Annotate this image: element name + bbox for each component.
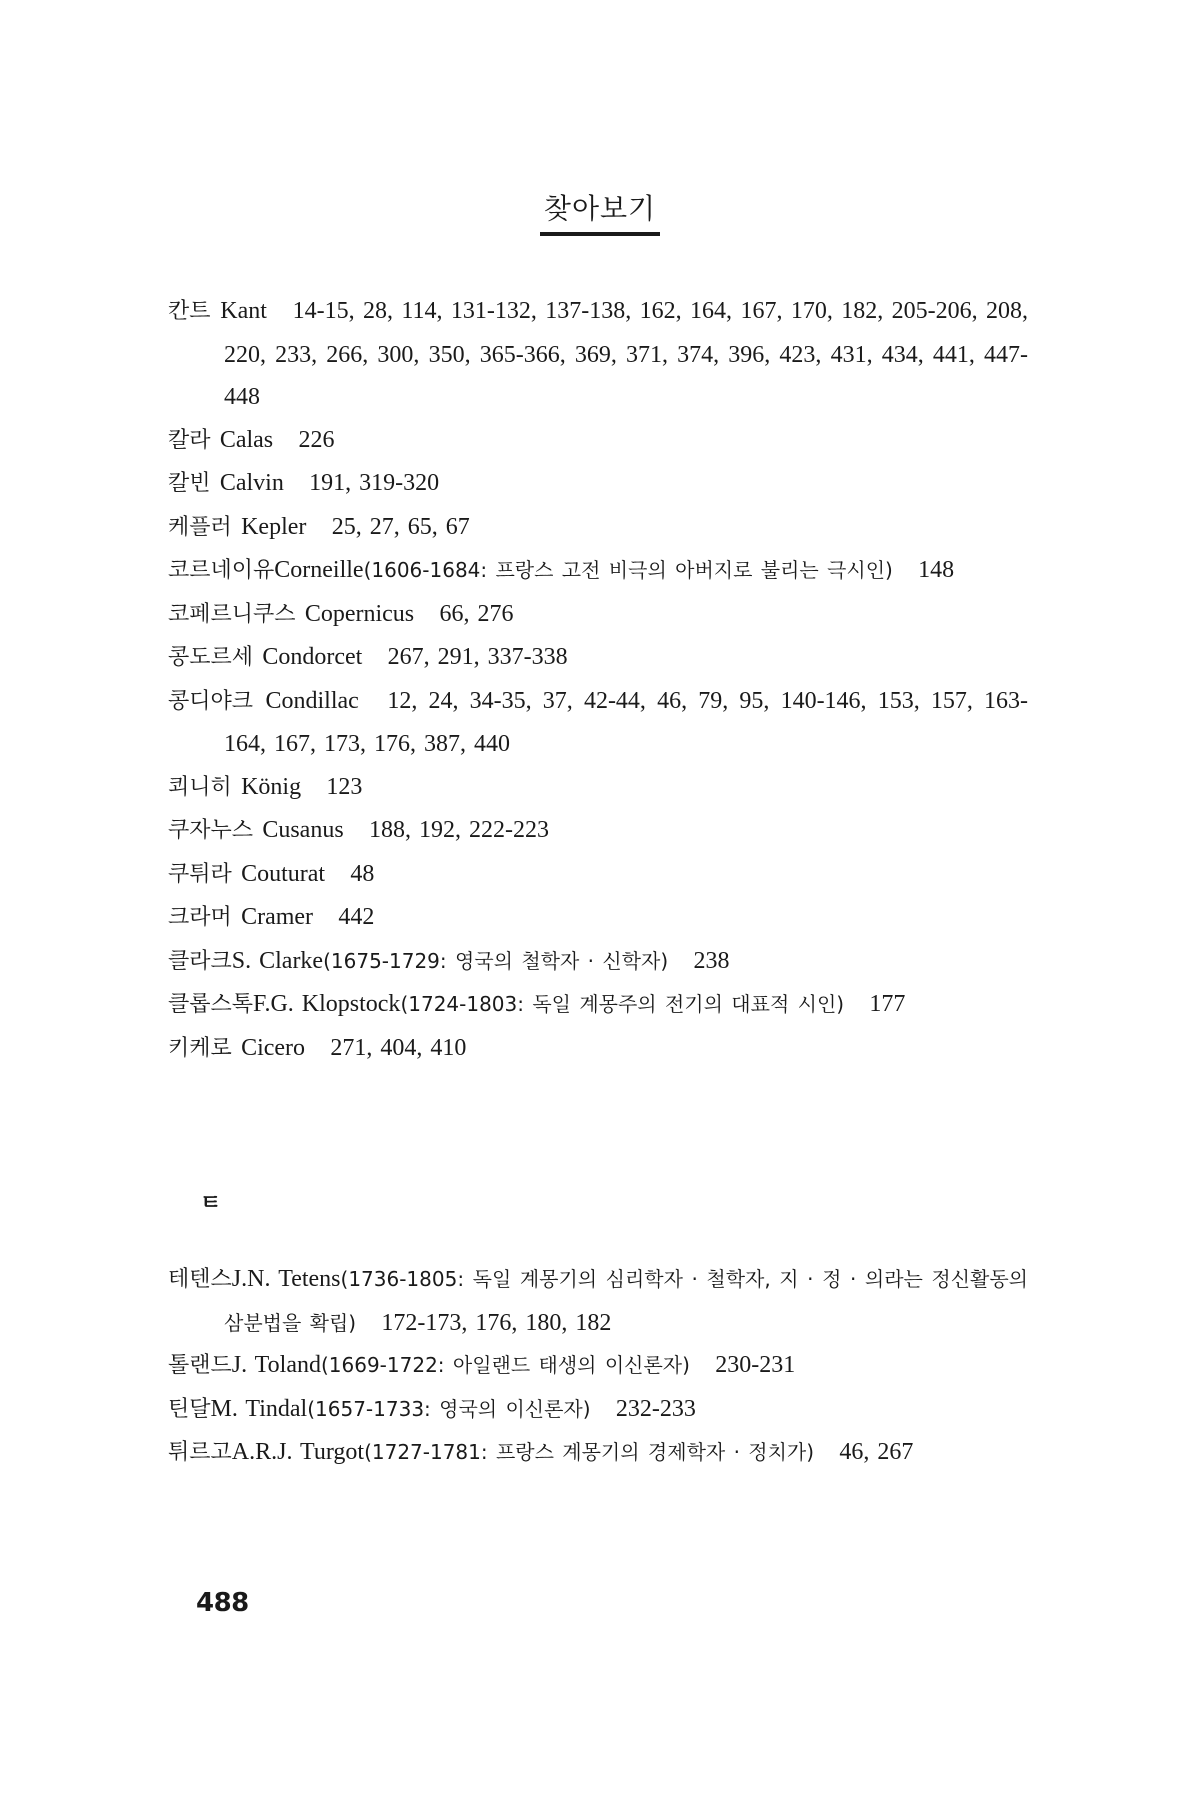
index-entry <box>168 462 1028 506</box>
entry-pages: 442 <box>338 904 375 930</box>
entry-korean-name: 클라크 <box>168 948 232 974</box>
entry-pages: 271, 404, 410 <box>330 1034 467 1061</box>
entry-pages: 232-233 <box>615 1395 696 1422</box>
entry-original-name: M. Tindal <box>210 1395 308 1422</box>
entry-original-name: F.G. Klopstock <box>253 991 401 1017</box>
index-entry <box>168 506 1028 550</box>
section-letter-heading: ㅌ <box>200 1191 222 1216</box>
entry-korean-name: 쿠자누스 <box>168 818 254 843</box>
entry-korean-name: 칼라 <box>168 427 211 453</box>
index-entry <box>168 853 1028 897</box>
entry-korean-name: 칸트 <box>168 299 211 324</box>
entry-pages: 188, 192, 222-223 <box>368 817 549 843</box>
entry-korean-name: 콩디야크 <box>168 688 254 714</box>
entry-pages: 226 <box>298 426 335 453</box>
entry-original-name: Cramer <box>241 904 314 930</box>
entry-pages: 172-173, 176, 180, 182 <box>381 1309 612 1336</box>
index-entry <box>168 896 1028 940</box>
entry-korean-name: 키케로 <box>168 1035 232 1061</box>
page-number: 488 <box>196 1588 249 1618</box>
entry-pages: 46, 267 <box>839 1439 914 1465</box>
entry-pages: 267, 291, 337-338 <box>387 644 568 670</box>
entry-original-name: Kant <box>220 298 267 324</box>
entry-original-name: Copernicus <box>304 600 415 627</box>
index-entry <box>168 766 1028 810</box>
entry-original-name: Cusanus <box>262 817 344 843</box>
entry-description: (1724-1803: 독일 계몽주의 전기의 대표적 시인) <box>400 992 845 1016</box>
entry-korean-name: 톨랜드 <box>168 1353 232 1378</box>
entry-description: (1727-1781: 프랑스 계몽기의 경제학자 · 정치가) <box>364 1440 815 1464</box>
entry-korean-name: 코르네이유 <box>168 558 275 583</box>
index-entry <box>168 593 1028 637</box>
entry-korean-name: 테텐스 <box>168 1267 232 1292</box>
entry-korean-name: 튀르고 <box>168 1440 232 1465</box>
entry-original-name: Corneille <box>274 557 364 583</box>
entry-korean-name: 칼빈 <box>168 471 211 496</box>
index-entry <box>168 983 1028 1027</box>
entry-pages: 123 <box>326 773 363 800</box>
entry-pages: 177 <box>869 991 906 1017</box>
entry-korean-name: 쾨니히 <box>168 774 232 800</box>
entry-description: (1675-1729: 영국의 철학자 · 신학자) <box>323 948 669 973</box>
entry-korean-name: 클롭스톡 <box>168 992 254 1017</box>
entry-original-name: Couturat <box>241 860 326 887</box>
index-entry <box>168 290 1028 419</box>
entry-korean-name: 코페르니쿠스 <box>168 601 296 627</box>
entry-pages: 230-231 <box>715 1352 796 1378</box>
page-header <box>0 192 1200 236</box>
index-section-t <box>168 1258 1028 1475</box>
entry-description: (1669-1722: 아일랜드 태생의 이신론자) <box>320 1353 690 1377</box>
entry-original-name: A.R.J. Turgot <box>231 1439 365 1465</box>
index-entry <box>168 1258 1028 1344</box>
entry-original-name: S. Clarke <box>231 947 324 974</box>
index-entry <box>168 636 1028 680</box>
entry-original-name: König <box>241 773 302 800</box>
entry-description: (1606-1684: 프랑스 고전 비극의 아버지로 불리는 극시인) <box>363 558 893 582</box>
entry-original-name: Calas <box>219 426 274 453</box>
entry-pages: 25, 27, 65, 67 <box>331 513 470 540</box>
index-entry <box>168 419 1028 463</box>
entry-original-name: Condorcet <box>262 644 363 670</box>
entry-pages: 238 <box>693 947 730 974</box>
index-entry <box>168 549 1028 593</box>
index-entry <box>168 1027 1028 1071</box>
entry-pages: 48 <box>350 860 375 887</box>
index-entry <box>168 1388 1028 1432</box>
entry-korean-name: 크라머 <box>168 905 232 930</box>
entry-korean-name: 쿠튀라 <box>168 861 232 887</box>
entry-pages: 148 <box>918 557 955 583</box>
entry-description: (1736-1805: 독일 계몽기의 심리학자 · 철학자, 지 · 정 · 의라는 정신활동의 삼분법을 확립) <box>224 1267 1028 1335</box>
entry-korean-name: 케플러 <box>168 514 232 540</box>
index-entry <box>168 1431 1028 1475</box>
entry-original-name: J.N. Tetens <box>231 1266 341 1292</box>
entry-original-name: Condillac <box>265 687 359 714</box>
page-title: 찾아보기 <box>540 192 660 236</box>
index-entry <box>168 809 1028 853</box>
index-entry <box>168 940 1028 984</box>
entry-description: (1657-1733: 영국의 이신론자) <box>307 1396 591 1421</box>
entry-pages: 14-15, 28, 114, 131-132, 137-138, 162, 164, 167, 170, 182, 205-206, 208, 220, 233, 266, 300, 350, 365-366, 369, 371, 374, 396, 423, 431, 434, 441, 447-448 <box>224 298 1029 410</box>
index-section-k <box>168 290 1028 1070</box>
entry-original-name: Kepler <box>241 513 307 540</box>
index-entry <box>168 1344 1028 1388</box>
entry-pages: 66, 276 <box>439 600 514 627</box>
entry-original-name: Cicero <box>241 1034 306 1061</box>
entry-original-name: J. Toland <box>231 1352 321 1378</box>
entry-original-name: Calvin <box>219 470 284 496</box>
entry-pages: 191, 319-320 <box>309 470 440 496</box>
index-entry <box>168 680 1028 766</box>
entry-korean-name: 콩도르세 <box>168 645 254 670</box>
entry-pages: 12, 24, 34-35, 37, 42-44, 46, 79, 95, 140-146, 153, 157, 163-164, 167, 173, 176, 387, 440 <box>224 687 1029 757</box>
entry-korean-name: 틴달 <box>168 1396 211 1422</box>
